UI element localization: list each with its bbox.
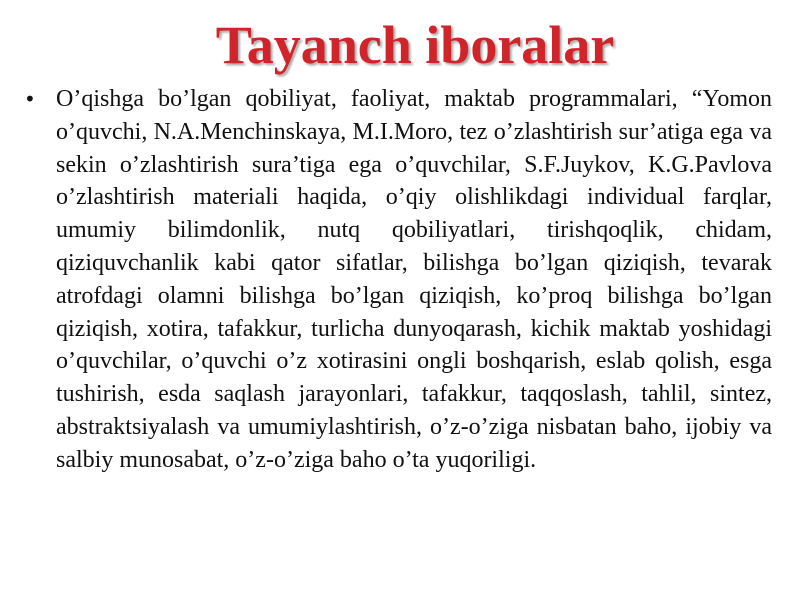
slide-title: Tayanch iboralar [215,15,615,75]
bullet-list [22,83,772,477]
bullet-text: O’qishga bo’lgan qobiliyat, faoliyat, maktab programmalari, “Yomon o’quvchi, N.A.Menchinskaya, M.I.Moro, tez o’zlashtirish sur’atiga ega va sekin o’zlashtirish sura’tiga ega o’quvchilar, S.F.Juykov, K.G.Pavlova o’zlashtirish materiali haqida, o’qiy olishlikdagi individual farqlar, umumiy bilimdonlik, nutq qobiliyatlari, tirishqoqlik, chidam, qiziquvchanlik kabi qator sifatlar, bilishga bo’lgan qiziqish, tevarak atrofdagi olamni bilishga bo’lgan qiziqish, ko’proq bilishga bo’lgan qiziqish, xotira, tafakkur, turlicha dunyoqarash, kichik maktab yoshidagi o’quvchilar, o’quvchi o’z xotirasini ongli boshqarish, eslab qolish, esga tushirish, esda saqlash jarayonlari, tafakkur, taqqoslash, tahlil, sintez, abstraktsiyalash va umumiylashtirish, o’z-o’ziga nisbatan baho, ijobiy va salbiy munosabat, o’z-o’ziga baho o’ta yuqoriligi. [56,86,772,473]
bullet-dot-icon: • [24,87,36,111]
bullet-item [22,83,772,477]
